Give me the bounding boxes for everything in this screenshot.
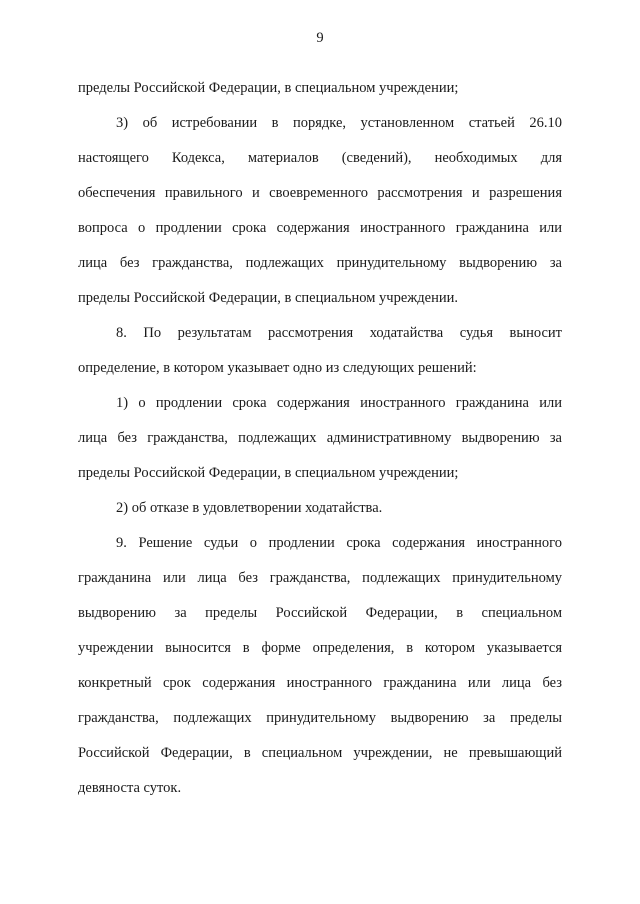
text-line: пределы Российской Федерации, в специальном учреждении; [78, 80, 459, 96]
text-line: девяноста суток. [78, 780, 182, 796]
text-line: настоящего Кодекса, материалов (сведений), необходимых для [78, 150, 562, 166]
text-line: пределы Российской Федерации, в специальном учреждении; [78, 465, 459, 481]
text-line: гражданина или лица без гражданства, подлежащих принудительному [78, 570, 562, 586]
text-line: учреждении выносится в форме определения, в котором указывается [78, 640, 562, 656]
text-line: лица без гражданства, подлежащих административному выдворению за [78, 430, 562, 446]
text-line: 8. По результатам рассмотрения ходатайства судья выносит [116, 325, 562, 341]
text-line: Российской Федерации, в специальном учреждении, не превышающий [78, 745, 562, 761]
text-line: лица без гражданства, подлежащих принудительному выдворению за [78, 255, 562, 271]
text-line: выдворению за пределы Российской Федерации, в специальном [78, 605, 562, 621]
text-line: определение, в котором указывает одно из следующих решений: [78, 360, 477, 376]
text-line: 1) о продлении срока содержания иностранного гражданина или [116, 395, 562, 411]
text-line: вопроса о продлении срока содержания иностранного гражданина или [78, 220, 562, 236]
text-line: 9. Решение судьи о продлении срока содержания иностранного [116, 535, 562, 551]
text-line: 3) об истребовании в порядке, установленном статьей 26.10 [116, 115, 562, 131]
text-line: 2) об отказе в удовлетворении ходатайства. [116, 500, 383, 516]
text-line: гражданства, подлежащих принудительному выдворению за пределы [78, 710, 562, 726]
page-number: 9 [316, 30, 324, 46]
text-line: обеспечения правильного и своевременного рассмотрения и разрешения [78, 185, 562, 201]
text-line: конкретный срок содержания иностранного гражданина или лица без [78, 675, 562, 691]
text-line: пределы Российской Федерации, в специальном учреждении. [78, 290, 459, 306]
